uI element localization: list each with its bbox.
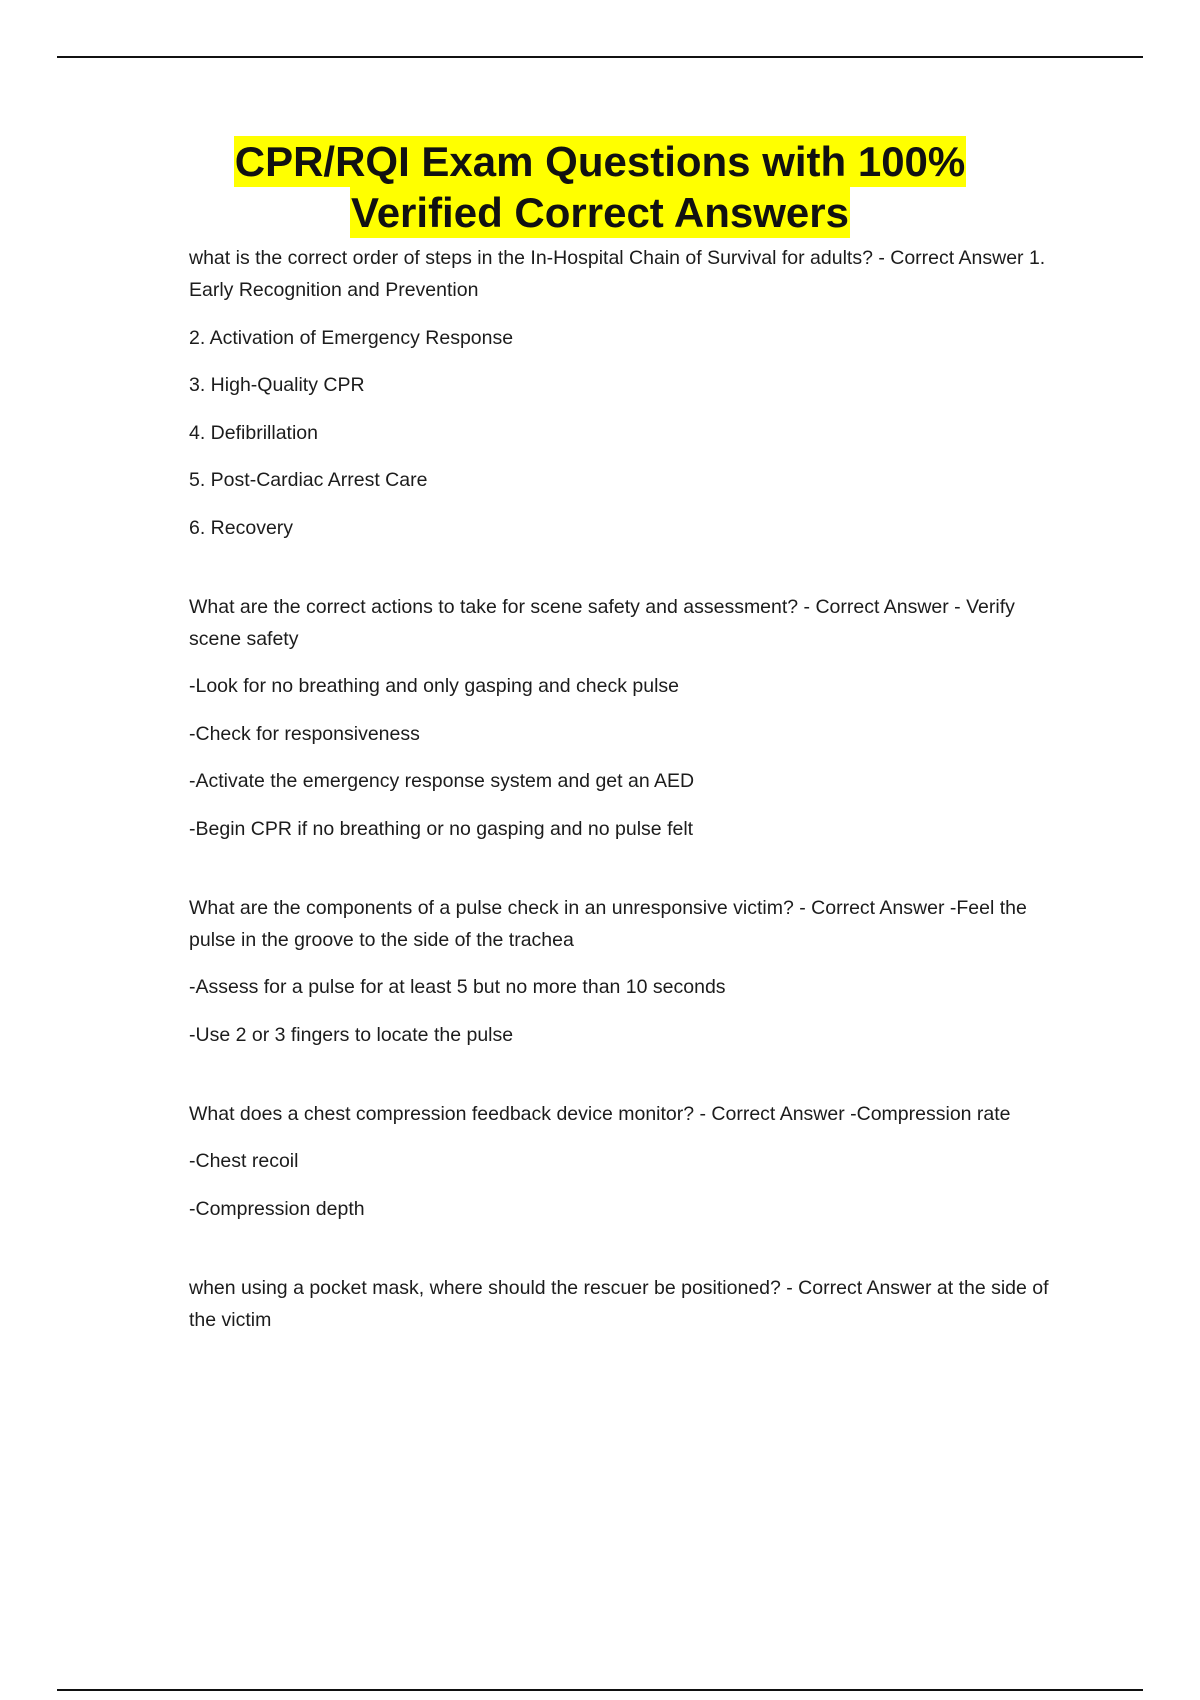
answer-item: -Begin CPR if no breathing or no gasping and no pulse felt: [189, 817, 694, 840]
answer-item: -Assess for a pulse for at least 5 but no more than 10 seconds: [189, 976, 726, 998]
top-rule: [57, 56, 1143, 58]
qa-block-2: [189, 591, 1059, 845]
answer-item: 4. Defibrillation: [189, 421, 318, 444]
title-line-2: Verified Correct Answers: [351, 189, 849, 236]
answer-item: -Use 2 or 3 fingers to locate the pulse: [189, 1023, 514, 1046]
question-text: What does a chest compression feedback device monitor? - Correct Answer -Compression rate: [189, 1102, 1011, 1125]
question-text: What are the correct actions to take for scene safety and assessment? - Correct Answer - Verify scene safety: [189, 595, 1015, 650]
qa-block-4: [189, 1098, 1059, 1225]
answer-item: 2. Activation of Emergency Response: [189, 326, 514, 349]
document-title: [0, 136, 1200, 238]
answer-item: -Look for no breathing and only gasping and check pulse: [189, 675, 680, 697]
title-line-1: CPR/RQI Exam Questions with 100%: [234, 138, 966, 185]
question-text: when using a pocket mask, where should the rescuer be positioned? - Correct Answer at the side of the victim: [189, 1276, 1049, 1331]
qa-block-3: [189, 892, 1059, 1051]
answer-item: -Activate the emergency response system and get an AED: [189, 770, 695, 792]
answer-item: 3. High-Quality CPR: [189, 374, 365, 396]
question-text: What are the components of a pulse check in an unresponsive victim? - Correct Answer -Feel the pulse in the groove to the side of the trachea: [189, 896, 1027, 951]
qa-block-1: [189, 242, 1059, 544]
bottom-rule: [57, 1689, 1143, 1691]
answer-item: -Chest recoil: [189, 1150, 299, 1172]
answer-item: 6. Recovery: [189, 516, 294, 539]
document-body: [189, 242, 1059, 1351]
question-text: what is the correct order of steps in the In-Hospital Chain of Survival for adults? - Correct Answer 1. Early Recognition and Prevention: [189, 247, 1046, 301]
answer-item: -Check for responsiveness: [189, 722, 420, 745]
qa-block-5: [189, 1272, 1059, 1336]
answer-item: -Compression depth: [189, 1197, 365, 1220]
answer-item: 5. Post-Cardiac Arrest Care: [189, 469, 428, 491]
